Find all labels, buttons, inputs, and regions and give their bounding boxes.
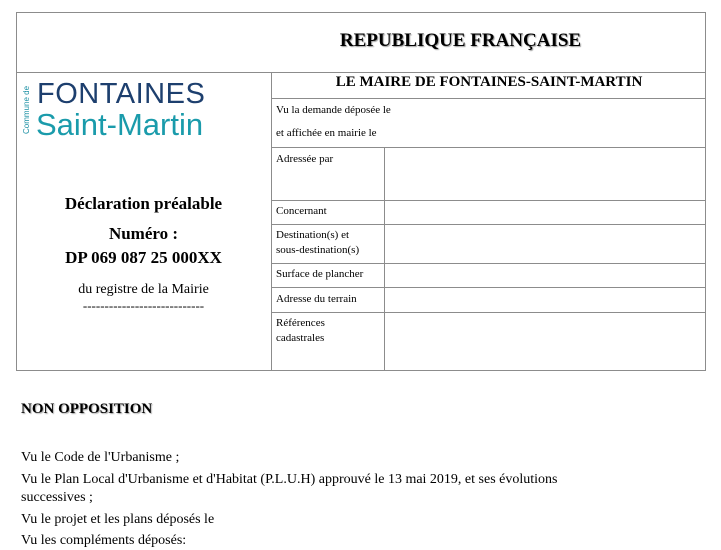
references-label-2: cadastrales <box>276 332 325 344</box>
destination-label-2: sous-destination(s) <box>276 244 360 256</box>
affichee-label: et affichée en mairie le <box>276 127 377 139</box>
divider <box>271 147 706 148</box>
divider <box>16 72 706 73</box>
page-title: REPUBLIQUE FRANÇAISE <box>339 30 582 51</box>
logo-commune-text: Commune de <box>22 85 31 135</box>
divider <box>271 200 706 201</box>
maire-heading: LE MAIRE DE FONTAINES-SAINT-MARTIN <box>335 74 643 90</box>
divider <box>271 312 706 313</box>
divider <box>271 224 706 225</box>
paragraph-pluh-line1: Vu le Plan Local d'Urbanisme et d'Habitat (P.L.U.H) approuvé le 13 mai 2019, et ses évolutions <box>21 472 558 487</box>
divider <box>271 72 272 371</box>
commune-logo <box>22 80 262 142</box>
divider <box>271 287 706 288</box>
surface-label: Surface de plancher <box>276 268 364 280</box>
divider <box>271 263 706 264</box>
divider <box>384 147 385 371</box>
header-frame <box>16 12 706 371</box>
references-label-1: Références <box>276 317 325 329</box>
adresse-terrain-label: Adresse du terrain <box>276 293 357 305</box>
paragraph-pluh-line2: successives ; <box>21 490 93 505</box>
decision-heading: NON OPPOSITION <box>21 401 153 417</box>
adressee-par-label: Adressée par <box>276 153 334 165</box>
divider <box>271 98 706 99</box>
vu-demande-label: Vu la demande déposée le <box>276 104 391 116</box>
paragraph-projet: Vu le projet et les plans déposés le <box>21 512 215 527</box>
paragraph-code-urbanisme: Vu le Code de l'Urbanisme ; <box>21 450 180 465</box>
logo-line2: Saint-Martin <box>36 107 204 142</box>
numero-label: Numéro : <box>108 224 179 243</box>
numero-value: DP 069 087 25 000XX <box>65 248 222 267</box>
logo-line1: FONTAINES <box>37 78 206 110</box>
registre-text: du registre de la Mairie <box>78 282 209 297</box>
declaration-type: Déclaration préalable <box>64 194 223 213</box>
registre-dashes: ---------------------------- <box>82 298 205 313</box>
paragraph-complements: Vu les compléments déposés: <box>21 533 187 548</box>
destination-label-1: Destination(s) et <box>276 229 350 241</box>
concernant-label: Concernant <box>276 205 327 217</box>
